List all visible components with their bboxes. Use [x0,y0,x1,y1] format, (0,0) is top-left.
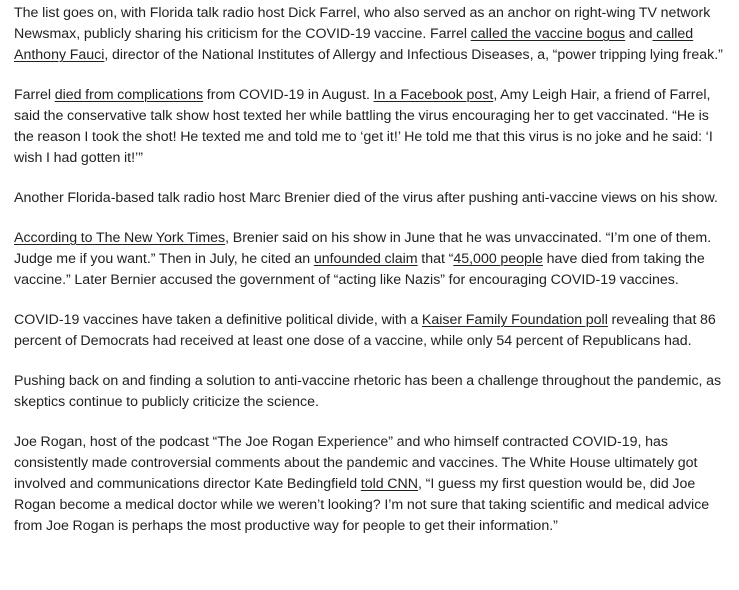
text-segment: Farrel [14,87,55,103]
paragraph-nyt-report [14,228,725,291]
link-died-from-complications[interactable]: died from complications [54,87,204,103]
text-segment: have died from taking the vaccine.” Later Bernier accused the government of “acting like Nazis” for encouraging COVID-19 vaccines. [14,251,705,288]
link-facebook-post[interactable]: In a Facebook post [373,87,494,103]
text-segment: , “I guess my first question would be, did Joe Rogan become a medical doctor while we weren’t looking? I’m not sure that taking scientific and medical advice from Joe Rogan is perhaps the most productive way for people to get their information.” [14,476,710,534]
text-segment: Pushing back on and finding a solution to anti-vaccine rhetoric has been a challenge throughout the pandemic, as skeptics continue to publicly criticize the science. [14,373,722,410]
link-new-york-times[interactable]: According to The New York Times [14,230,226,246]
paragraph-dick-farrel [14,3,725,66]
paragraph-joe-rogan [14,432,725,537]
paragraph-marc-brenier [14,188,725,209]
text-segment: and [625,26,653,42]
text-segment: Joe Rogan, host of the podcast “The Joe Rogan Experience” and who himself contracted COVID-19, has consistently made controversial comments about the pandemic and vaccines. The White House ultimately got involved and communications director Kate Bedingfield [14,434,698,492]
paragraph-pushing-back [14,371,725,413]
text-segment: , Amy Leigh Hair, a friend of Farrel, said the conservative talk show host texted her while battling the virus encouraging her to get vaccinated. “He is the reason I took the shot! He texted me and told me to ‘get it!’ He told me that this virus is no joke and he said: ‘I wish I had gotten it!’” [14,87,713,166]
text-segment: , Brenier said on his show in June that he was unvaccinated. “I’m one of them. Judge me if you want.” Then in July, he cited an [14,230,712,267]
text-segment: COVID-19 vaccines have taken a definitive political divide, with a [14,312,422,328]
text-segment: , director of the National Institutes of Allergy and Infectious Diseases, a, “power tripping lying freak.” [104,47,723,63]
paragraph-political-divide [14,310,725,352]
text-segment: from COVID-19 in August. [203,87,374,103]
link-called-vaccine-bogus[interactable]: called the vaccine bogus [470,26,626,42]
link-called-anthony-fauci[interactable]: called Anthony Fauci [14,26,694,63]
text-segment: The list goes on, with Florida talk radio host Dick Farrel, who also served as an anchor on right-wing TV network Newsmax, publicly sharing his criticism for the COVID-19 vaccine. Farrel [14,5,711,42]
link-kaiser-poll[interactable]: Kaiser Family Foundation poll [421,312,608,328]
link-unfounded-claim[interactable]: unfounded claim [313,251,418,267]
link-told-cnn[interactable]: told CNN [360,476,419,492]
link-45000-people[interactable]: 45,000 people [453,251,543,267]
text-segment: that “ [417,251,454,267]
text-segment: Another Florida-based talk radio host Marc Brenier died of the virus after pushing anti-vaccine views on his show. [14,190,718,206]
paragraph-farrel-death [14,85,725,169]
text-segment: revealing that 86 percent of Democrats had received at least one dose of a vaccine, while only 54 percent of Republicans had. [14,312,716,349]
